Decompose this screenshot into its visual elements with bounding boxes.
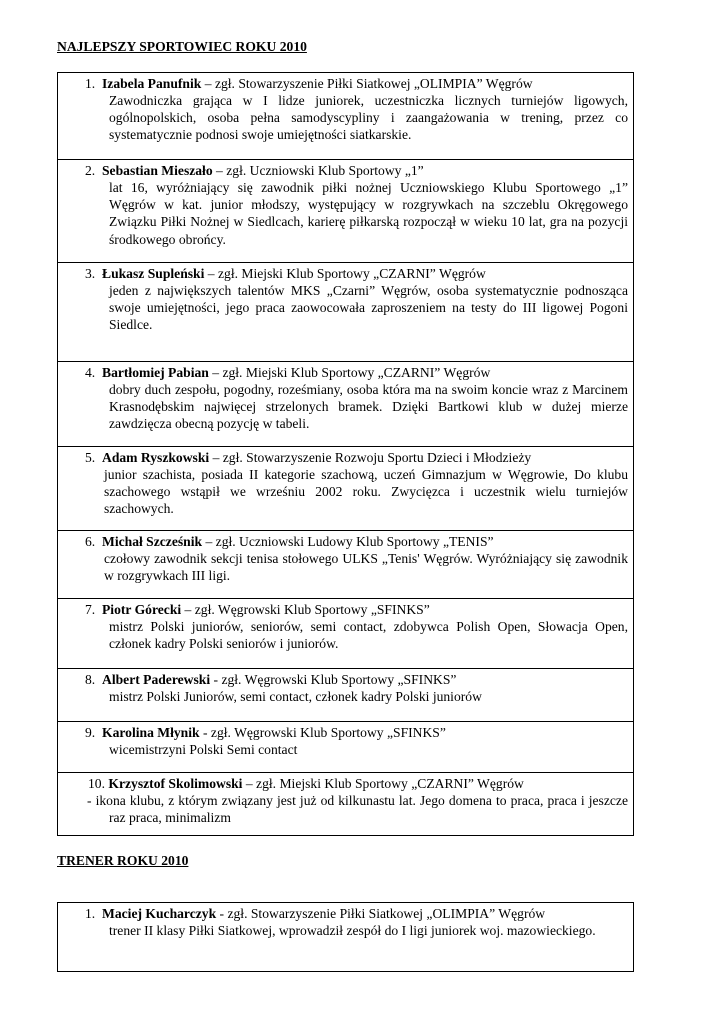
entry-separator: –: [208, 365, 223, 380]
nominee-club: zgł. Węgrowski Klub Sportowy „SFINKS”: [210, 725, 446, 740]
nominee-club: zgł. Stowarzyszenie Piłki Siatkowej „OLIMPIA” Węgrów: [227, 906, 546, 921]
nominee-entry: [58, 530, 633, 598]
nominee-entry: [58, 772, 633, 835]
entry-number: 6.: [85, 534, 96, 549]
entry-separator: –: [204, 266, 218, 281]
nominee-club: zgł. Miejski Klub Sportowy „CZARNI” Węgrów: [217, 266, 486, 281]
nominee-club: zgł. Węgrowski Klub Sportowy „SFINKS”: [221, 672, 457, 687]
entry-header: [85, 905, 545, 922]
nominee-club: zgł. Uczniowski Ludowy Klub Sportowy „TENIS”: [215, 534, 494, 549]
section-heading-coach: TRENER ROKU 2010: [57, 853, 189, 868]
entry-separator: –: [209, 450, 223, 465]
nominee-name: Karolina Młynik: [102, 725, 200, 740]
entry-number: 7.: [85, 602, 96, 617]
entry-separator: -: [199, 725, 211, 740]
nominee-entry: [58, 903, 633, 971]
entry-header: [85, 671, 456, 688]
nominee-club: zgł. Węgrowski Klub Sportowy „SFINKS”: [194, 602, 430, 617]
nominee-name: Adam Ryszkowski: [102, 450, 210, 465]
entry-header: [85, 75, 533, 92]
entry-separator: –: [242, 776, 257, 791]
nominee-description: - ikona klubu, z którym związany jest już od kilkunastu lat. Jego domena to praca, praca i jeszcze raz praca, minimalizm: [87, 793, 628, 826]
nominee-club: zgł. Stowarzyszenie Piłki Siatkowej „OLIMPIA” Węgrów: [214, 76, 533, 91]
entry-number: 9.: [85, 725, 96, 740]
entry-number: 3.: [85, 266, 96, 281]
entry-header: [85, 724, 446, 741]
entry-separator: –: [181, 602, 195, 617]
nominee-club: zgł. Uczniowski Klub Sportowy „1”: [226, 163, 424, 178]
nominee-description: mistrz Polski juniorów, seniorów, semi contact, zdobywca Polish Open, Słowacja Open, członek kadry Polski seniorów i juniorów.: [109, 619, 628, 652]
entry-number: 1.: [85, 906, 96, 921]
entry-separator: -: [210, 672, 222, 687]
nominee-name: Bartłomiej Pabian: [102, 365, 209, 380]
entry-header: [85, 601, 430, 618]
entry-number: 2.: [85, 163, 96, 178]
entry-number: 5.: [85, 450, 96, 465]
nominee-description: junior szachista, posiada II kategorie szachową, uczeń Gimnazjum w Węgrowie, Do klubu szachowego wstąpił we wrześniu 2002 roku. Zwycięzca i uczestnik wielu turniejów szachowych.: [104, 467, 628, 517]
nominee-description: trener II klasy Piłki Siatkowej, wprowadził zespół do I ligi juniorek woj. mazowieckiego.: [109, 923, 596, 938]
nominee-entry: [58, 446, 633, 530]
nominee-description: wicemistrzyni Polski Semi contact: [109, 742, 298, 757]
nominee-name: Piotr Górecki: [102, 602, 182, 617]
coach-table: [57, 902, 634, 972]
nominee-club: zgł. Stowarzyszenie Rozwoju Sportu Dzieci i Młodzieży: [222, 450, 532, 465]
nominee-club: zgł. Miejski Klub Sportowy „CZARNI” Węgrów: [256, 776, 524, 791]
entry-separator: -: [216, 906, 228, 921]
entry-header: [85, 265, 486, 282]
entry-number: 1.: [85, 76, 96, 91]
entry-number: 8.: [85, 672, 96, 687]
nominees-table: [57, 72, 634, 836]
entry-separator: –: [212, 163, 227, 178]
nominee-name: Łukasz Supleński: [102, 266, 205, 281]
nominee-description: lat 16, wyróżniający się zawodnik piłki nożnej Uczniowskiego Klubu Sportowego „1” Węgrów w kat. junior młodszy, występujący w rozgrywkach na szczeblu Okręgowego Związku Piłki Nożnej w Siedlcach, karierę piłkarską rozpoczął w wieku 10 lat, gra na pozycji środkowego obrońcy.: [109, 180, 628, 247]
nominee-name: Krzysztof Skolimowski: [108, 776, 243, 791]
entry-header: [88, 775, 524, 792]
nominee-entry: [58, 668, 633, 721]
entry-number: 4.: [85, 365, 96, 380]
nominee-entry: [58, 73, 633, 159]
nominee-entry: [58, 598, 633, 668]
nominee-name: Maciej Kucharczyk: [102, 906, 217, 921]
entry-separator: –: [201, 76, 215, 91]
nominee-name: Sebastian Mieszało: [102, 163, 213, 178]
entry-header: [85, 449, 531, 466]
entry-number: 10.: [88, 776, 105, 791]
nominee-entry: [58, 361, 633, 446]
entry-header: [85, 162, 424, 179]
nominee-description: mistrz Polski Juniorów, semi contact, członek kadry Polski juniorów: [109, 689, 482, 704]
nominee-description: dobry duch zespołu, pogodny, roześmiany, osoba która ma na swoim koncie wraz z Marcinem Krasnodębskim najwięcej strzelonych bramek. Dzięki Bartkowi klub w dużej mierze zawdzięcza obecną pozycję w tabeli.: [109, 382, 628, 432]
nominee-entry: [58, 721, 633, 772]
nominee-description: jeden z największych talentów MKS „Czarni” Węgrów, osoba systematycznie podnosząca swoje umiejętności, jego praca zaowocowała zaproszeniem na testy do III ligowej Pogoni Siedlce.: [109, 283, 628, 333]
nominee-name: Izabela Panufnik: [102, 76, 202, 91]
nominee-description: Zawodniczka grająca w I lidze juniorek, uczestniczka licznych turniejów ligowych, ogólnopolskich, osoba pełna samodyscypliny i zaangażowania w trening, przez co systematycznie podnosi swoje umiejętności siatkarskie.: [109, 93, 628, 143]
nominee-entry: [58, 262, 633, 361]
nominee-name: Albert Paderewski: [102, 672, 211, 687]
nominee-club: zgł. Miejski Klub Sportowy „CZARNI” Węgrów: [222, 365, 491, 380]
nominee-entry: [58, 159, 633, 262]
entry-header: [85, 364, 490, 381]
nominee-description: czołowy zawodnik sekcji tenisa stołowego ULKS „Tenis' Węgrów. Wyróżniający się zawodnik w rozgrywkach III ligi.: [104, 551, 628, 584]
entry-separator: –: [202, 534, 216, 549]
section-heading-sportsman: NAJLEPSZY SPORTOWIEC ROKU 2010: [57, 39, 307, 54]
entry-header: [85, 533, 494, 550]
nominee-name: Michał Szcześnik: [102, 534, 203, 549]
